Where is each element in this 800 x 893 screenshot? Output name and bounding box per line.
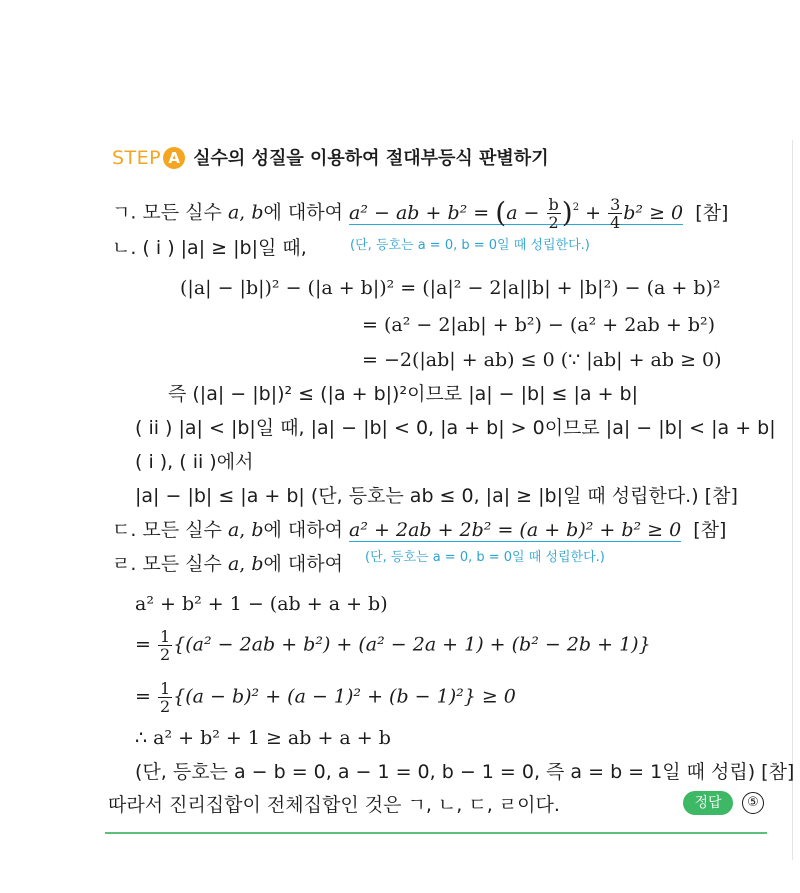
verdict-true: [참] bbox=[695, 201, 729, 224]
section-title: 실수의 성질을 이용하여 절대부등식 판별하기 bbox=[193, 148, 549, 169]
frac-num: b bbox=[548, 195, 559, 214]
rieul-line-2 bbox=[135, 628, 651, 663]
exponent: 2 bbox=[572, 201, 580, 213]
eq-part: a − bbox=[506, 201, 546, 224]
eq-sign: = bbox=[135, 685, 157, 708]
item-text: 에 대하여 bbox=[263, 201, 350, 224]
section-heading bbox=[112, 146, 549, 171]
step-badge: A bbox=[163, 147, 185, 169]
var-b: b bbox=[251, 519, 264, 541]
rieul-line-5: (단, 등호는 a − b = 0, a − 1 = 0, b − 1 = 0, 즉 a = b = 1일 때 성립) [참] bbox=[135, 761, 795, 783]
var-a: a bbox=[227, 519, 240, 541]
item-digeut bbox=[112, 518, 726, 542]
paren-open: ( bbox=[495, 195, 507, 229]
frac-num: 3 bbox=[610, 195, 621, 214]
eq-part: {(a² − 2ab + b²) + (a² − 2a + 1) + (b² − 2b + 1)} bbox=[173, 633, 651, 656]
fraction-b-over-2 bbox=[547, 196, 561, 231]
comma: , bbox=[239, 519, 252, 541]
equality-note: (단, 등호는 a = 0, b = 0일 때 성립한다.) bbox=[350, 238, 590, 253]
var-b: b bbox=[251, 553, 264, 575]
equality-note: (단, 등호는 a = 0, b = 0일 때 성립한다.) bbox=[365, 550, 605, 565]
derivation-line-3: = −2(|ab| + ab) ≤ 0 (∵ |ab| + ab ≥ 0) bbox=[362, 349, 722, 371]
page-edge bbox=[792, 140, 793, 860]
final-conclusion: 따라서 진리집합이 전체집합인 것은 ㄱ, ㄴ, ㄷ, ㄹ이다. bbox=[108, 794, 560, 816]
equation-giyeok bbox=[349, 195, 684, 232]
case-2-line: ( ii ) |a| < |b|일 때, |a| − |b| < 0, |a + b| > 0이므로 |a| − |b| < |a + b| bbox=[135, 417, 776, 439]
eq-part: {(a − b)² + (a − 1)² + (b − 1)²} ≥ 0 bbox=[173, 685, 516, 708]
eq-part: b² ≥ 0 bbox=[623, 201, 684, 224]
divider bbox=[105, 832, 767, 834]
frac-den: 2 bbox=[159, 697, 171, 716]
derivation-line-4: 즉 (|a| − |b|)² ≤ (|a + b|)²이므로 |a| − |b| ≤ |a + b| bbox=[168, 383, 639, 405]
item-text: 에 대하여 bbox=[263, 519, 350, 541]
frac-den: 2 bbox=[548, 213, 559, 232]
answer-value: ⑤ bbox=[742, 792, 764, 814]
rieul-line-3 bbox=[135, 680, 516, 715]
item-rieul bbox=[112, 552, 343, 576]
derivation-line-2: = (a² − 2|ab| + b²) − (a² + 2ab + b²) bbox=[362, 314, 716, 336]
item-text: ㄹ. 모든 실수 bbox=[112, 553, 228, 575]
answer-label: 정답 bbox=[683, 791, 733, 815]
nieun-conclusion: |a| − |b| ≤ |a + b| (단, 등호는 ab ≤ 0, |a| ≥ |b|일 때 성립한다.) [참] bbox=[135, 485, 738, 507]
eq-part: + bbox=[579, 201, 608, 224]
comma: , bbox=[239, 201, 252, 224]
eq-part: a² − ab + b² = bbox=[349, 201, 496, 224]
rieul-line-1: a² + b² + 1 − (ab + a + b) bbox=[135, 593, 388, 615]
eq-sign: = bbox=[135, 633, 157, 656]
fraction-half bbox=[158, 628, 172, 663]
var-a: a bbox=[227, 201, 240, 224]
item-giyeok bbox=[112, 196, 728, 231]
fraction-3-over-4 bbox=[608, 196, 622, 231]
item-text: ㄷ. 모든 실수 bbox=[112, 519, 228, 541]
comma: , bbox=[239, 553, 252, 575]
frac-den: 2 bbox=[159, 645, 171, 664]
verdict-true: [참] bbox=[693, 519, 727, 541]
frac-den: 4 bbox=[610, 213, 621, 232]
var-b: b bbox=[251, 201, 264, 224]
var-a: a bbox=[227, 553, 240, 575]
frac-num: 1 bbox=[159, 627, 171, 646]
paren-close: ) bbox=[561, 195, 573, 229]
item-text: 에 대하여 bbox=[263, 553, 343, 575]
fraction-half bbox=[158, 680, 172, 715]
frac-num: 1 bbox=[159, 679, 171, 698]
rieul-line-4: ∴ a² + b² + 1 ≥ ab + a + b bbox=[135, 727, 391, 749]
equation-digeut: a² + 2ab + 2b² = (a + b)² + b² ≥ 0 bbox=[349, 519, 682, 541]
item-text: ㄱ. 모든 실수 bbox=[112, 201, 228, 224]
case-1-label: ㄴ. ( i ) |a| ≥ |b|일 때, bbox=[112, 237, 307, 259]
combine-line: ( i ), ( ii )에서 bbox=[135, 451, 254, 473]
derivation-line-1: (|a| − |b|)² − (|a + b|)² = (|a|² − 2|a||b| + |b|²) − (a + b)² bbox=[180, 277, 721, 299]
step-label: STEP bbox=[112, 147, 162, 169]
